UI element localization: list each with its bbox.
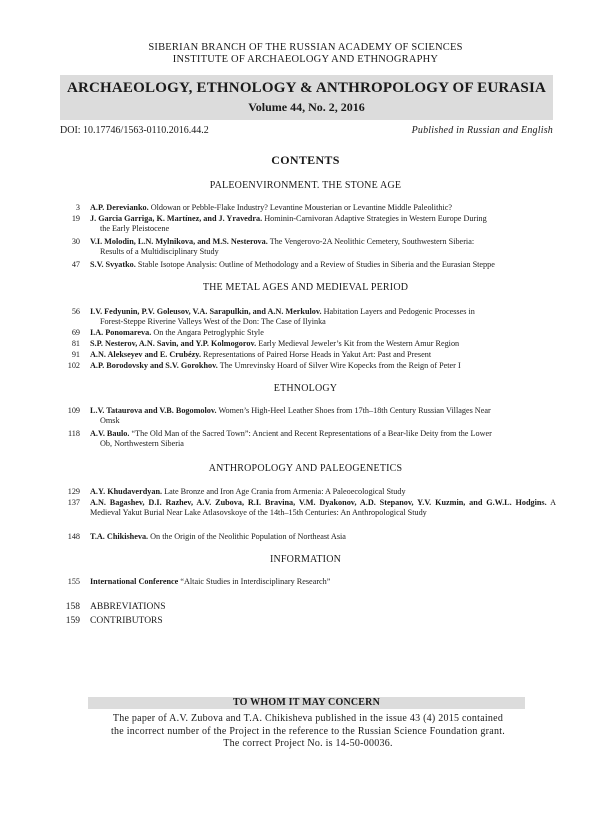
toc-title: The Umrevinsky Hoard of Silver Wire Kopecks from the Reign of Peter I [217,361,461,370]
section-heading: ETHNOLOGY [273,383,338,394]
toc-entry[interactable] [60,532,556,542]
toc-authors: I.A. Ponomareva. [90,328,152,337]
toc-authors: I.V. Fedyunin, P.V. Goleusov, V.A. Sarapulkin, and A.N. Merkulov. [90,307,322,316]
notice-line: The correct Project No. is 14-50-00036. [223,738,393,749]
toc-entry[interactable] [60,429,556,450]
toc-entry[interactable] [60,260,556,270]
toc-title: On the Origin of the Neolithic Population of Northeast Asia [148,532,346,541]
toc-entry[interactable] [60,487,556,497]
toc-page: 30 [71,237,80,246]
toc-title-continued: the Early Pleistocene [100,224,170,234]
toc-title-continued: Results of a Multidisciplinary Study [100,247,219,257]
toc-title: The Vengerovo-2A Neolithic Cemetery, Southwestern Siberia: [267,237,475,246]
toc-title: Stable Isotope Analysis: Outline of Methodology and a Review of Studies in Siberia and the Eurasian Steppe [135,260,495,269]
toc-title: Early Medieval Jeweler’s Kit from the Western Amur Region [256,339,460,348]
toc-title-continued: Forest-Steppe Riverine Valleys West of the Don: The Case of Ilyinka [100,317,326,327]
toc-page: 47 [71,260,80,269]
toc-title: Hominin-Carnivoran Adaptive Strategies in Western Europe During [262,214,487,223]
toc-page: 19 [71,214,80,223]
toc-page: 3 [75,203,80,212]
toc-entry[interactable] [60,406,556,427]
toc-entry[interactable] [60,328,556,338]
toc-title: A Medieval Yakut Burial Near Lake Atlasovskoye of the 14th–15th Centuries: An Anthropological Study [90,498,556,518]
toc-authors: A.P. Derevianko. [90,203,149,212]
toc-authors: J. Garcia Garriga, K. Martínez, and J. Yravedra. [90,214,263,223]
toc-entry[interactable] [60,498,556,519]
journal-volume: Volume 44, No. 2, 2016 [248,100,365,114]
toc-authors: A.P. Borodovsky and S.V. Gorokhov. [90,361,218,370]
back-matter-item[interactable] [60,602,556,612]
toc-page: 102 [67,361,80,370]
toc-entry[interactable] [60,237,556,258]
toc-title-continued: Ob, Northwestern Siberia [100,439,184,449]
toc-title: Habitation Layers and Pedogenic Processes in [321,307,475,316]
section-heading: ANTHROPOLOGY AND PALEOGENETICS [208,463,403,474]
toc-page: 118 [68,429,80,438]
back-matter-item[interactable] [60,616,556,626]
toc-title: “The Old Man of the Sacred Town”: Ancient and Recent Representations of a Bear-like Deity from the Lower [129,429,492,438]
toc-authors: V.I. Molodin, L.N. Mylnikova, and M.S. Nesterova. [90,237,268,246]
toc-authors: T.A. Chikisheva. [90,532,149,541]
toc-page: 109 [67,406,80,415]
back-matter-label: CONTRIBUTORS [90,616,163,626]
toc-title: Late Bronze and Iron Age Crania from Armenia: A Paleoecological Study [162,487,406,496]
toc-authors: A.V. Baulo. [90,429,130,438]
back-matter-label: ABBREVIATIONS [90,602,166,612]
notice-title: TO WHOM IT MAY CONCERN [232,697,380,708]
toc-page: 129 [67,487,80,496]
institute-line: INSTITUTE OF ARCHAEOLOGY AND ETHNOGRAPHY [172,54,439,65]
toc-page: 137 [67,498,80,507]
toc-authors: A.N. Bagashev, D.I. Razhev, A.V. Zubova, R.I. Bravina, V.M. Dyakonov, A.D. Stepanov, Y.V. Kuzmin, and G.W.L. Hodgins. [90,498,547,507]
toc-entry[interactable] [60,350,556,360]
toc-title-continued: Omsk [100,416,120,426]
toc-page: 158 [65,602,80,612]
toc-authors: A.N. Alekseyev and E. Crubézy. [90,350,201,359]
section-heading: THE METAL AGES AND MEDIEVAL PERIOD [202,282,409,293]
toc-title: Representations of Paired Horse Heads in Yakut Art: Past and Present [201,350,432,359]
toc-entry[interactable] [60,307,556,328]
notice-line: The paper of A.V. Zubova and T.A. Chikisheva published in the issue 43 (4) 2015 contained [112,713,504,724]
toc-page: 81 [71,339,80,348]
toc-authors: S.V. Svyatko. [90,260,136,269]
toc-title: Oldowan or Pebble-Flake Industry? Levantine Mousterian or Levantine Middle Paleolithic? [148,203,452,212]
toc-title: On the Angara Petroglyphic Style [151,328,264,337]
contents-heading: CONTENTS [271,153,340,167]
toc-title: “Altaic Studies in Interdisciplinary Research” [178,577,331,586]
toc-entry[interactable] [60,339,556,349]
doi: DOI: 10.17746/1563-0110.2016.44.2 [60,125,209,136]
toc-page: 159 [65,616,80,626]
toc-page: 69 [71,328,80,337]
publisher-line: SIBERIAN BRANCH OF THE RUSSIAN ACADEMY OF SCIENCES [148,42,463,53]
toc-entry[interactable] [60,361,556,371]
toc-authors: A.Y. Khudaverdyan. [90,487,163,496]
toc-page: 56 [71,307,80,316]
toc-entry[interactable] [60,577,556,587]
notice-line: the incorrect number of the Project in the reference to the Russian Science Foundation grant. [111,725,505,737]
toc-title: Women’s High-Heel Leather Shoes from 17th–18th Century Russian Villages Near [216,406,491,415]
toc-authors: S.P. Nesterov, A.N. Savin, and Y.P. Kolmogorov. [90,339,257,348]
section-heading: PALEOENVIRONMENT. THE STONE AGE [209,180,402,191]
toc-entry[interactable] [60,203,556,213]
toc-page: 155 [67,577,80,586]
published-note: Published in Russian and English [411,125,553,136]
toc-authors: L.V. Tataurova and V.B. Bogomolov. [90,406,217,415]
toc-page: 91 [71,350,80,359]
toc-page: 148 [67,532,80,541]
notice-body [60,713,556,751]
journal-title: ARCHAEOLOGY, ETHNOLOGY & ANTHROPOLOGY OF EURASIA [66,80,547,96]
toc-authors: International Conference [90,577,179,586]
toc-entry[interactable] [60,214,556,235]
section-heading: INFORMATION [269,554,342,565]
